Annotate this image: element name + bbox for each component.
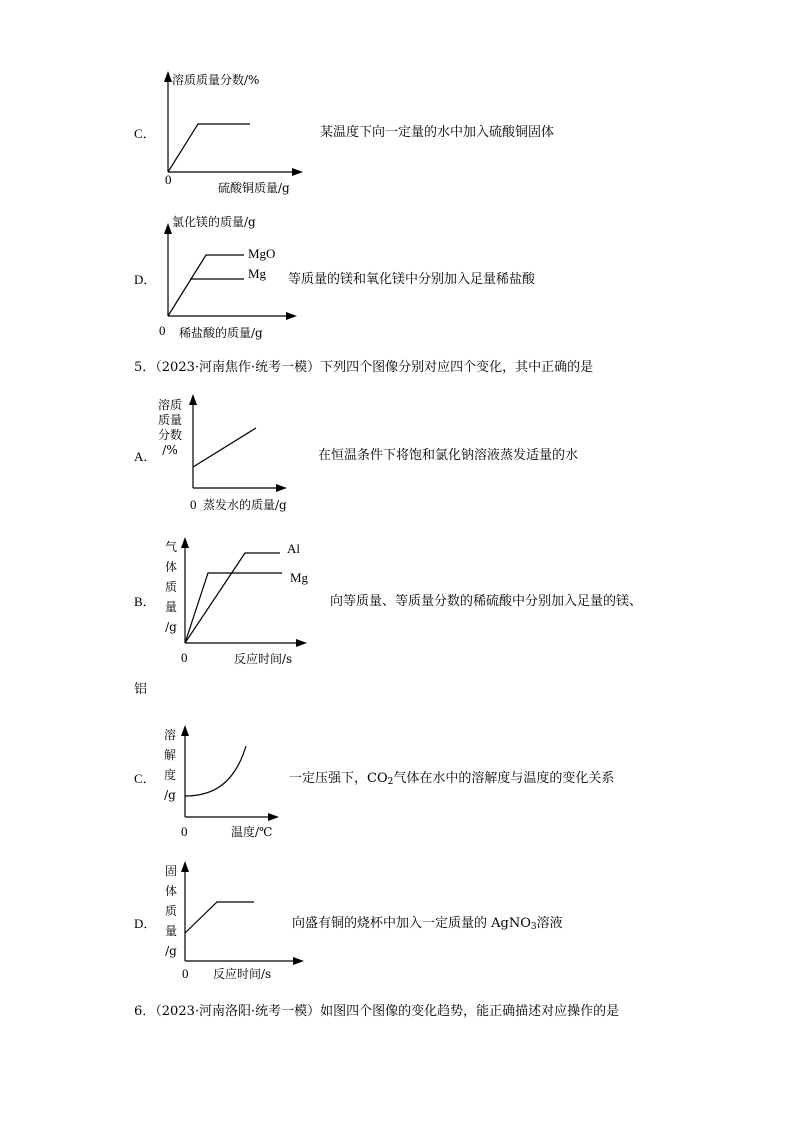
origin-label: 0 [181,824,188,839]
option-description: 等质量的镁和氧化镁中分别加入足量稀盐酸 [288,272,536,287]
x-axis-label: 反应时间/s [234,652,293,666]
option-description-wrap: 铝 [134,682,148,697]
series-label-al: Al [287,541,300,556]
option-description: 向等质量、等质量分数的稀硫酸中分别加入足量的镁、 [330,594,643,609]
y-axis-label: 溶质质量分数/% [172,73,260,87]
option-description: 向盛有铜的烧杯中加入一定质量的 AgNO$_3$溶液 [292,916,563,932]
origin-label: 0 [181,650,188,665]
option-letter: C． [134,771,156,786]
origin-label: 0 [190,497,197,512]
question-5-title: 5．（2023·河南焦作·统考一模）下列四个图像分别对应四个变化，其中正确的是 [134,360,594,375]
option-letter: B． [134,594,156,609]
y-axis-label: 气 体 质 量 /g [165,540,178,634]
x-axis-label: 稀盐酸的质量/g [179,326,263,340]
y-axis-label: 固 体 质 量 /g [165,864,178,958]
origin-label: 0 [182,966,189,981]
option-description: 一定压强下，$CO_2$气体在水中的溶解度与温度的变化关系 [289,771,615,787]
option-letter: C． [134,126,156,141]
y-axis-arrow [181,861,189,872]
option-letter: A． [134,449,157,464]
series-label-mg: Mg [290,570,309,585]
x-axis-label: 温度/℃ [231,825,273,839]
option-letter: D． [134,272,157,287]
curve [185,902,254,933]
x-axis-label: 蒸发水的质量/g [203,498,287,512]
origin-label: 0 [159,323,166,338]
option-description: 某温度下向一定量的水中加入硫酸铜固体 [320,125,555,140]
series-label-mg: Mg [248,266,267,281]
origin-label: 0 [165,172,172,187]
x-axis-arrow [293,957,304,965]
x-axis-label: 硫酸铜质量/g [218,181,290,195]
series-label-mgo: MgO [248,246,276,261]
option-description: 在恒温条件下将饱和氯化钠溶液蒸发适量的水 [318,448,579,463]
y-axis-label: 溶 解 度 /g [164,728,177,802]
option-letter: D． [134,916,157,931]
y-axis-label: 氯化镁的质量/g [172,215,256,229]
x-axis-label: 反应时间/s [213,967,272,981]
question-6-title: 6．（2023·河南洛阳·统考一模）如图四个图像的变化趋势，能正确描述对应操作的是 [134,1004,620,1019]
y-axis-label: 溶质 质量 分数 /% [158,398,183,457]
